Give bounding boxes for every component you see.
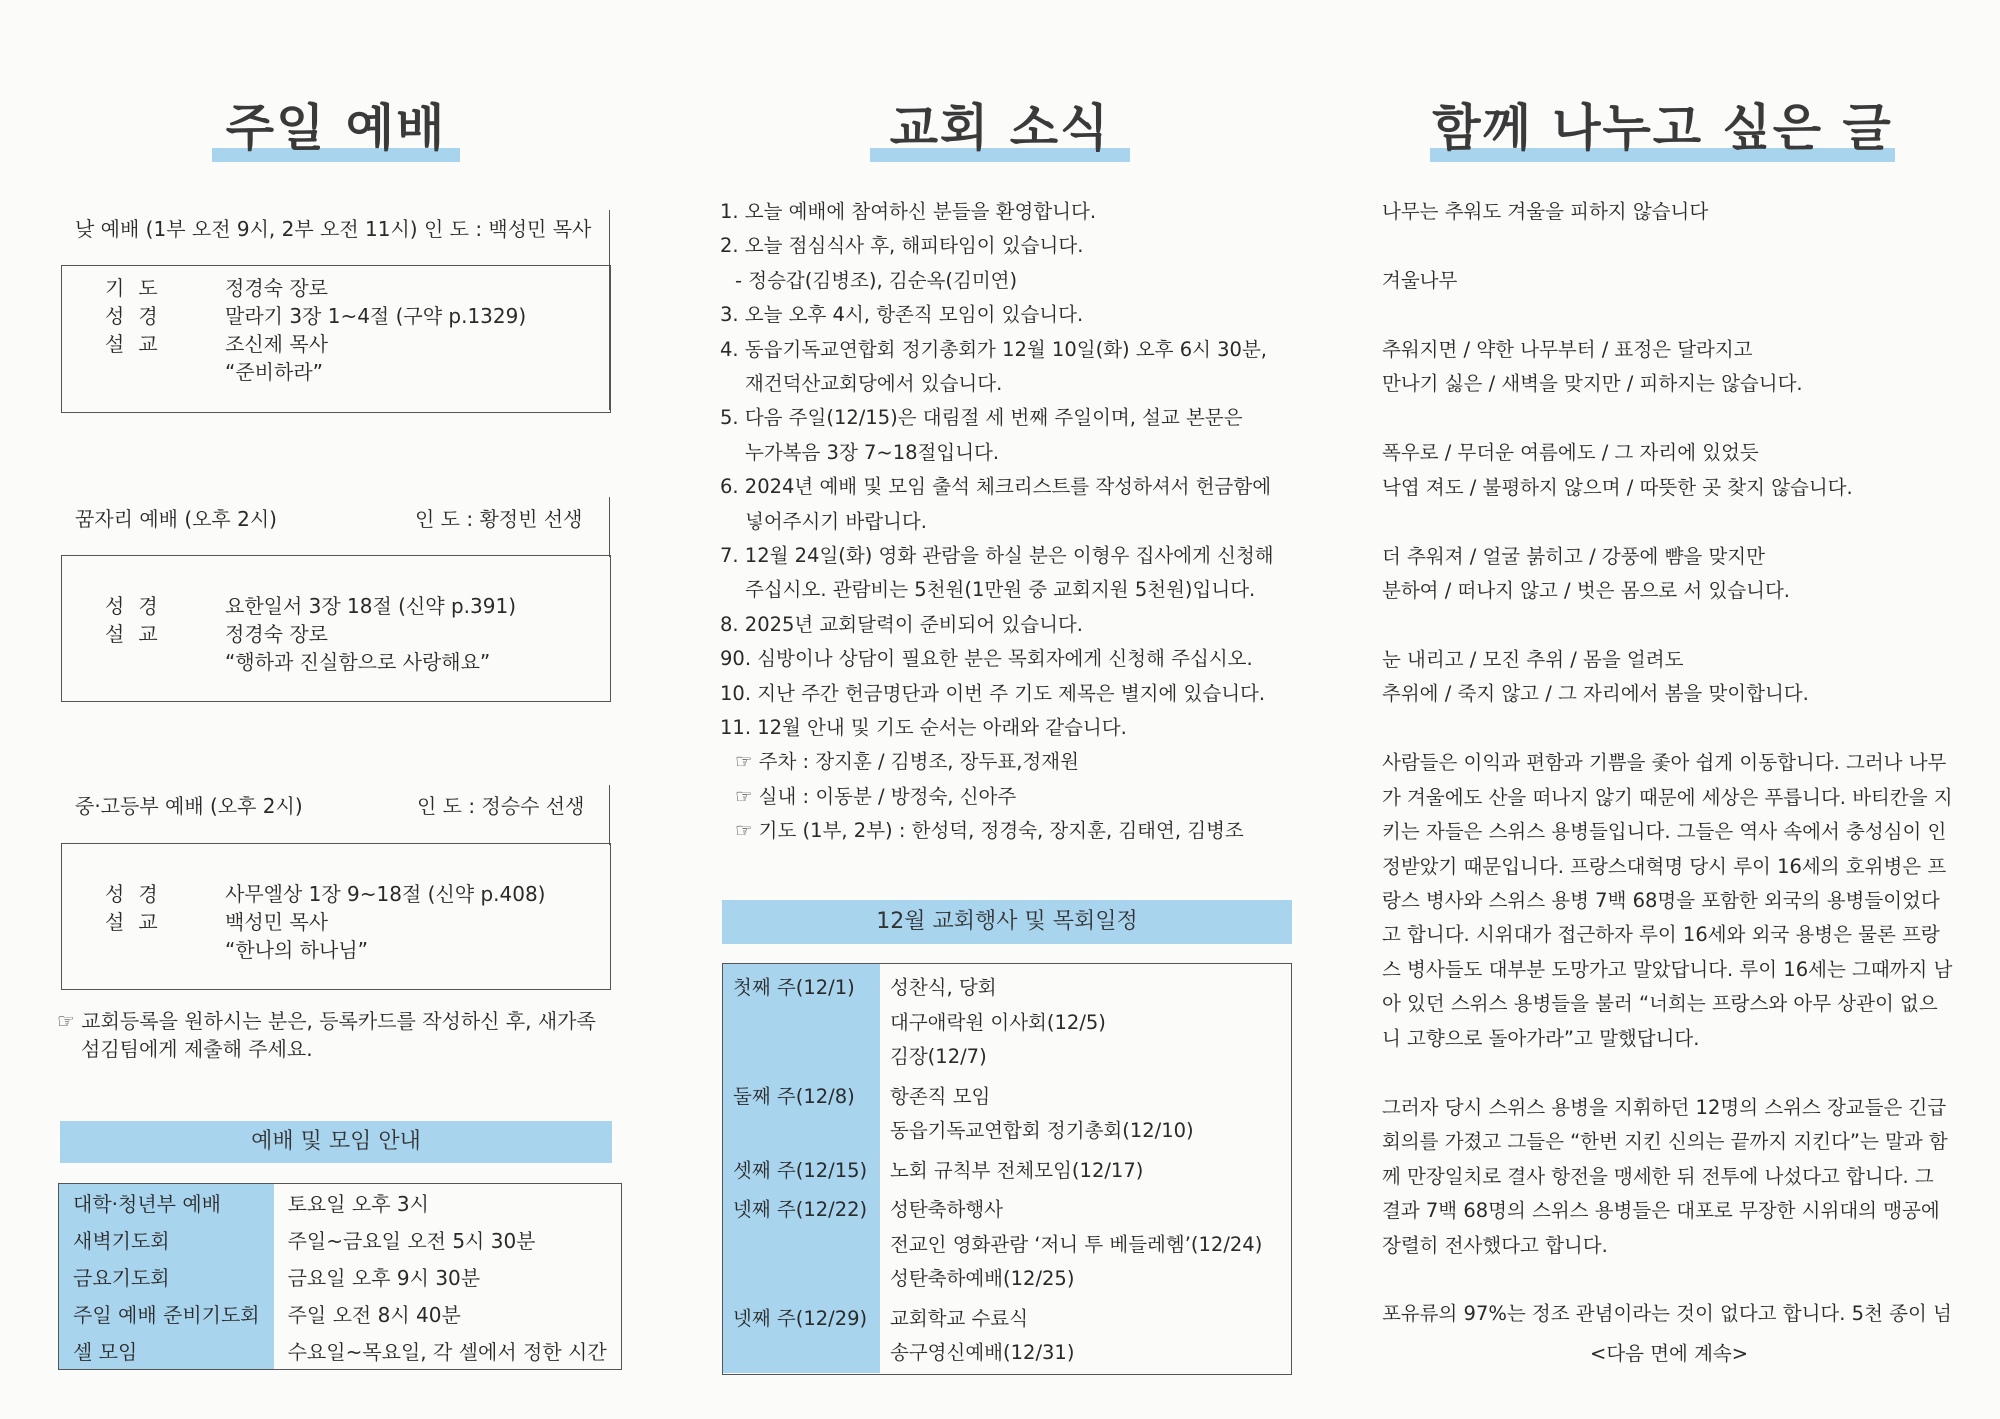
event-week: 넷째 주(12/22) (733, 1198, 868, 1221)
table-row (59, 1184, 622, 1222)
event-item: 교회학교 수료식 (890, 1306, 1029, 1330)
news-item: 8. 2025년 교회달력이 준비되어 있습니다. (720, 612, 1083, 636)
news-heading (870, 88, 1130, 160)
meeting-name: 셀 모임 (59, 1332, 274, 1370)
event-week: 첫째 주(12/1) (733, 976, 855, 999)
news-item: 90. 심방이나 상담이 필요한 분은 목회자에게 신청해 주십시오. (720, 647, 1253, 671)
youth-service-frame-right (61, 785, 610, 845)
essay-line: 가 겨울에도 산을 떠나지 않기 때문에 세상은 푸릅니다. 바티칸을 지 (1382, 785, 1953, 809)
event-week: 둘째 주(12/8) (733, 1084, 855, 1108)
dream-row-label: 성경 (105, 594, 172, 618)
news-item: 3. 오늘 오후 4시, 항존직 모임이 있습니다. (720, 303, 1084, 327)
news-title: 교회 소식 (889, 99, 1111, 157)
day-row-value: 정경숙 장로 (225, 276, 328, 300)
table-row (59, 1258, 622, 1295)
essay-line: 분하여 / 떠나지 않고 / 벗은 몸으로 서 있습니다. (1382, 578, 1790, 602)
essay-line: 포유류의 97%는 정조 관념이라는 것이 없다고 합니다. 5천 종이 넘 (1382, 1302, 1952, 1326)
news-item: - 정승갑(김병조), 김순옥(김미연) (735, 268, 1018, 292)
youth-row-value: 백성민 목사 (225, 910, 328, 934)
meeting-name: 새벽기도회 (59, 1221, 274, 1258)
news-item: 5. 다음 주일(12/15)은 대림절 세 번째 주일이며, 설교 본문은 (720, 406, 1243, 430)
event-week: 넷째 주(12/29) (733, 1306, 868, 1330)
essay-line: 겨울나무 (1382, 268, 1458, 292)
news-item: 재건덕산교회당에서 있습니다. (745, 372, 1003, 395)
event-item: 항존직 모임 (890, 1084, 991, 1108)
news-item: 6. 2024년 예배 및 모임 출석 체크리스트를 작성하셔서 헌금함에 (720, 475, 1272, 499)
day-row-label: 설교 (105, 332, 172, 356)
registration-note: ☞ 교회등록을 원하시는 분은, 등록카드를 작성하신 후, 새가족 (57, 1009, 596, 1033)
essay-line: 추워지면 / 약한 나무부터 / 표정은 달라지고 (1382, 337, 1753, 361)
day-row-value: 조신제 목사 (225, 332, 328, 356)
essay-line: 고 합니다. 시위대가 접근하자 루이 16세와 외국 용병은 물론 프랑 (1382, 923, 1940, 947)
essay-line: 키는 자들은 스위스 용병들입니다. 그들은 역사 속에서 충성심이 인 (1382, 820, 1947, 844)
youth-service-leader: 인 도 : 정승수 선생 (417, 794, 585, 818)
news-item: 1. 오늘 예배에 참여하신 분들을 환영합니다. (720, 200, 1097, 223)
worship-heading (212, 88, 460, 160)
event-item: 노회 규칙부 전체모임(12/17) (890, 1158, 1144, 1182)
table-row (59, 1332, 622, 1370)
essay-line: 결과 7백 68명의 스위스 용병들은 대포로 무장한 시위대의 맹공에 (1382, 1199, 1940, 1223)
essay-line: 아 있던 스위스 용병들을 불러 “너희는 프랑스와 아무 상관이 없으 (1382, 992, 1938, 1016)
continued-note: <다음 면에 계속> (1590, 1342, 1749, 1365)
essay-line: 눈 내리고 / 모진 추위 / 몸을 얼려도 (1382, 647, 1684, 671)
events-band: 12월 교회행사 및 목회일정 (722, 900, 1292, 944)
event-item: 성탄축하행사 (890, 1198, 1004, 1221)
event-item: 성탄축하예배(12/25) (890, 1267, 1075, 1290)
sermon-title: “행하과 진실함으로 사랑해요” (225, 650, 491, 674)
essay-line: 사람들은 이익과 편함과 기쁨을 좇아 쉽게 이동합니다. 그러나 나무 (1382, 751, 1947, 775)
dream-row-value: 요한일서 3장 18절 (신약 p.391) (225, 594, 516, 618)
essay-line: 만나기 싫은 / 새벽을 맞지만 / 피하지는 않습니다. (1382, 372, 1803, 396)
essay-line: 그러자 당시 스위스 용병을 지휘하던 12명의 스위스 장교들은 긴급 (1382, 1095, 1947, 1119)
meeting-name: 대학·청년부 예배 (59, 1184, 274, 1222)
event-item: 성찬식, 당회 (890, 976, 997, 999)
dream-service-leader: 인 도 : 황정빈 선생 (415, 507, 583, 531)
meeting-time: 수요일~목요일, 각 셀에서 정한 시간 (287, 1340, 607, 1364)
news-item: ☞ 실내 : 이동분 / 방정숙, 신아주 (735, 784, 1017, 808)
news-item: 11. 12월 안내 및 기도 순서는 아래와 같습니다. (720, 716, 1127, 739)
essay-line: 추위에 / 죽지 않고 / 그 자리에서 봄을 맞이합니다. (1382, 682, 1809, 706)
meeting-time: 금요일 오후 9시 30분 (287, 1266, 481, 1290)
youth-row-label: 성경 (105, 882, 172, 906)
news-item: ☞ 주차 : 장지훈 / 김병조, 장두표,정재원 (735, 750, 1079, 774)
event-item: 송구영신예배(12/31) (890, 1341, 1075, 1364)
news-item: 10. 지난 주간 헌금명단과 이번 주 기도 제목은 별지에 있습니다. (720, 681, 1266, 705)
event-item: 동읍기독교연합회 정기총회(12/10) (890, 1119, 1194, 1142)
essay-line: 니 고향으로 돌아가라”고 말했답니다. (1382, 1026, 1700, 1050)
day-service-header: 낮 예배 (1부 오전 9시, 2부 오전 11시) 인 도 : 백성민 목사 (75, 217, 592, 241)
essay-line: 회의를 가졌고 그들은 “한번 지킨 신의는 끝까지 지킨다”는 말과 함 (1382, 1130, 1948, 1154)
news-item: 주십시오. 관람비는 5천원(1만원 중 교회지원 5천원)입니다. (745, 578, 1256, 602)
meeting-time: 토요일 오후 3시 (287, 1192, 429, 1216)
worship-column (55, 0, 615, 1419)
worship-title: 주일 예배 (225, 99, 447, 157)
meeting-name: 주일 예배 준비기도회 (59, 1295, 274, 1332)
event-item: 대구애락원 이사회(12/5) (890, 1010, 1106, 1034)
registration-note: 섬김팀에게 제출해 주세요. (81, 1037, 313, 1061)
essay-line: 나무는 추워도 겨울을 피하지 않습니다 (1382, 200, 1709, 223)
meeting-time: 주일~금요일 오전 5시 30분 (287, 1229, 536, 1253)
meeting-time: 주일 오전 8시 40분 (287, 1303, 461, 1327)
news-item: 2. 오늘 점심식사 후, 해피타임이 있습니다. (720, 234, 1084, 258)
table-row (59, 1221, 622, 1258)
day-row-value: 말라기 3장 1~4절 (구약 p.1329) (225, 304, 527, 328)
essay-line: 더 추워져 / 얼굴 붉히고 / 강풍에 뺨을 맞지만 (1382, 544, 1765, 568)
essay-line: 폭우로 / 무더운 여름에도 / 그 자리에 있었듯 (1382, 441, 1759, 465)
youth-service-header: 중·고등부 예배 (오후 2시) (75, 794, 303, 818)
youth-row-value: 사무엘상 1장 9~18절 (신약 p.408) (225, 882, 546, 906)
news-item: ☞ 기도 (1부, 2부) : 한성덕, 정경숙, 장지훈, 김태연, 김병조 (735, 819, 1244, 843)
essay-title: 함께 나누고 싶은 글 (1432, 99, 1893, 157)
meetings-band: 예배 및 모임 안내 (60, 1121, 612, 1163)
sermon-title: “준비하라” (225, 360, 324, 384)
day-row-label: 기도 (105, 276, 172, 300)
essay-line: 낙엽 져도 / 불평하지 않으며 / 따뜻한 곳 찾지 않습니다. (1382, 475, 1853, 499)
news-item: 7. 12월 24일(화) 영화 관람을 하실 분은 이형우 집사에게 신청해 (720, 544, 1274, 567)
essay-line: 스 병사들도 대부분 도망가고 말았답니다. 루이 16세는 그때까지 남 (1382, 957, 1953, 981)
youth-row-label: 설교 (105, 910, 172, 934)
day-row-label: 성경 (105, 304, 172, 328)
event-item: 전교인 영화관람 ‘저니 투 베들레헴’(12/24) (890, 1232, 1263, 1256)
news-column (715, 0, 1305, 1419)
sermon-title: “한나의 하나님” (225, 938, 368, 962)
dream-row-value: 정경숙 장로 (225, 622, 328, 646)
essay-column (1375, 0, 1953, 1419)
dream-service-frame-right (61, 497, 610, 557)
event-week: 셋째 주(12/15) (733, 1158, 868, 1182)
essay-line: 정받았기 때문입니다. 프랑스대혁명 당시 루이 16세의 호위병은 프 (1382, 854, 1947, 878)
news-item: 넣어주시기 바랍니다. (745, 509, 927, 533)
essay-heading (1430, 88, 1895, 160)
event-item: 김장(12/7) (890, 1045, 987, 1068)
meetings-table (58, 1183, 622, 1370)
news-item: 4. 동읍기독교연합회 정기총회가 12월 10일(화) 오후 6시 30분, (720, 337, 1267, 361)
news-item: 누가복음 3장 7~18절입니다. (745, 440, 1000, 464)
table-row (59, 1295, 622, 1332)
essay-line: 께 만장일치로 결사 항전을 맹세한 뒤 전투에 나섰다고 합니다. 그 (1382, 1164, 1934, 1188)
dream-row-label: 설교 (105, 622, 172, 646)
meeting-name: 금요기도회 (59, 1258, 274, 1295)
essay-line: 랑스 병사와 스위스 용병 7백 68명을 포함한 외국의 용병들이었다 (1382, 889, 1940, 912)
essay-line: 장렬히 전사했다고 합니다. (1382, 1233, 1608, 1257)
dream-service-header: 꿈자리 예배 (오후 2시) (75, 507, 277, 531)
